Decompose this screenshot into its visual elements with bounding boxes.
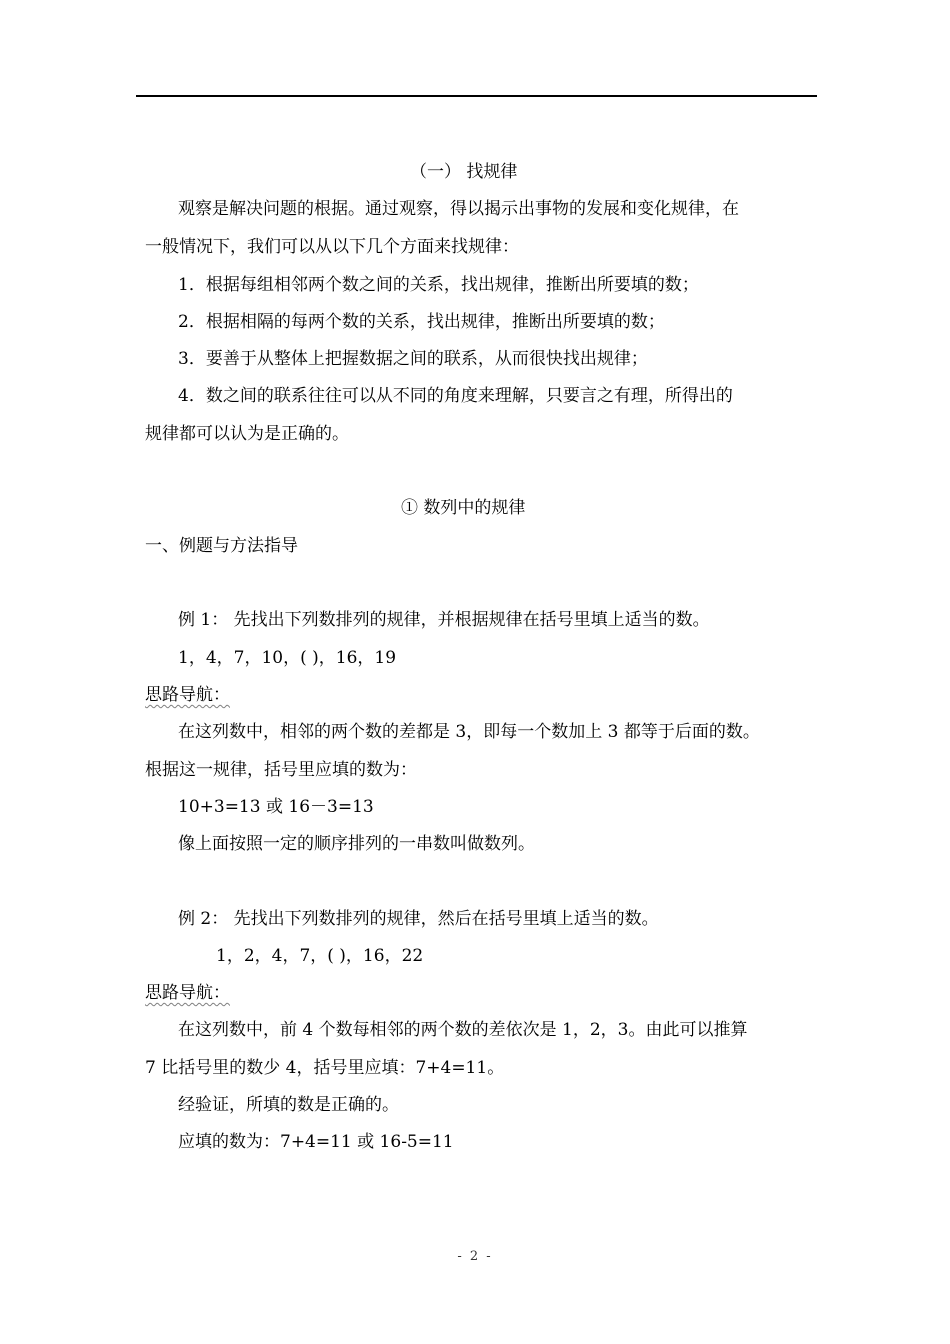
part-heading: 一、例题与方法指导 [145, 536, 298, 556]
section-title: （一） 找规律 [410, 162, 518, 182]
example-2-prompt: 例 2： 先找出下列数排列的规律，然后在括号里填上适当的数。 [178, 909, 659, 929]
example-1-explain-line-2: 根据这一规律，括号里应填的数为： [145, 760, 417, 780]
intro-item-3: 3．要善于从整体上把握数据之间的联系，从而很快找出规律； [178, 349, 648, 369]
example-1-note: 像上面按照一定的顺序排列的一串数叫做数列。 [178, 834, 535, 854]
intro-item-4-line-2: 规律都可以认为是正确的。 [145, 424, 349, 444]
example-1-prompt: 例 1： 先找出下列数排列的规律，并根据规律在括号里填上适当的数。 [178, 610, 710, 630]
page-number: - 2 - [457, 1249, 493, 1264]
intro-paragraph-line-2: 一般情况下，我们可以从以下几个方面来找规律： [145, 237, 519, 257]
intro-paragraph-line-1: 观察是解决问题的根据。通过观察，得以揭示出事物的发展和变化规律，在 [178, 199, 739, 219]
header-rule [136, 95, 817, 97]
intro-item-1: 1．根据每组相邻两个数之间的关系，找出规律，推断出所要填的数； [178, 275, 699, 295]
example-2-verify: 经验证，所填的数是正确的。 [178, 1095, 399, 1115]
example-2-answer: 应填的数为：7+4=11 或 16-5=11 [178, 1132, 454, 1152]
example-2-guide-label: 思路导航： [145, 983, 230, 1003]
example-1-explain-line-1: 在这列数中，相邻的两个数的差都是 3，即每一个数加上 3 都等于后面的数。 [178, 722, 760, 742]
example-1-answer: 10+3=13 或 16－3=13 [178, 797, 374, 817]
intro-item-4-line-1: 4．数之间的联系往往可以从不同的角度来理解，只要言之有理，所得出的 [178, 386, 733, 406]
subsection-title: ① 数列中的规律 [401, 498, 526, 518]
example-2-explain-line-2: 7 比括号里的数少 4，括号里应填：7+4=11。 [145, 1058, 505, 1078]
example-1-guide-label: 思路导航： [145, 685, 230, 705]
example-2-explain-line-1: 在这列数中，前 4 个数每相邻的两个数的差依次是 1，2，3。由此可以推算 [178, 1020, 748, 1040]
example-1-sequence: 1，4，7，10，( )，16，19 [178, 648, 397, 668]
example-2-sequence: 1，2，4，7，( )，16，22 [216, 946, 424, 966]
intro-item-2: 2．根据相隔的每两个数的关系，找出规律，推断出所要填的数； [178, 312, 665, 332]
